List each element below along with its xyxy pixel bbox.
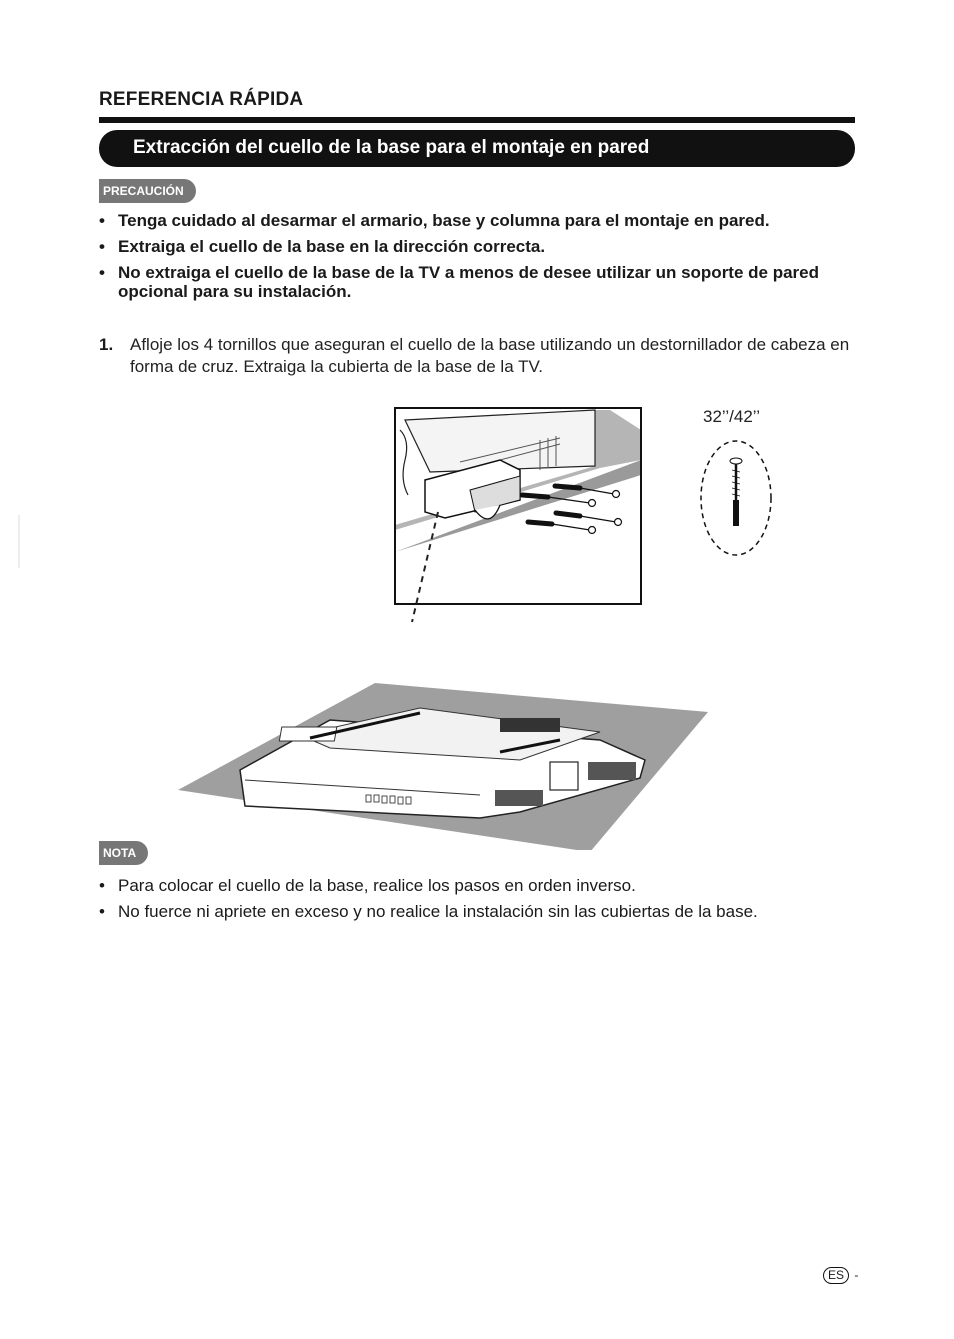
tv-face-down: [178, 683, 708, 850]
note-item: • No fuerce ni apriete en exceso y no realice la instalación sin las cubiertas de la base.: [99, 902, 859, 921]
caution-tag: PRECAUCIÓN: [99, 179, 196, 203]
step-1: [99, 334, 859, 378]
topic-banner: Extracción del cuello de la base para el montaje en pared: [99, 130, 855, 167]
caution-item: • Tenga cuidado al desarmar el armario, base y columna para el montaje en pared.: [99, 211, 859, 230]
caution-list: [99, 211, 859, 308]
caution-item: • Extraiga el cuello de la base en la dirección correcta.: [99, 237, 859, 256]
caution-item: • No extraiga el cuello de la base de la TV a menos de desee utilizar un soporte de pared opcional para su instalación.: [99, 263, 859, 301]
section-rule: [99, 117, 855, 123]
language-badge: ES: [823, 1267, 849, 1284]
note-item: • Para colocar el cuello de la base, realice los pasos en orden inverso.: [99, 876, 859, 895]
page-footer: [823, 1267, 858, 1284]
footer-dash: -: [854, 1268, 859, 1282]
note-list: [99, 876, 859, 928]
screw-callout: [701, 441, 771, 555]
step-text: Afloje los 4 tornillos que aseguran el cuello de la base utilizando un destornillador de cabeza en forma de cruz. Extraiga la cubierta de la base de la TV.: [130, 335, 850, 376]
note-tag: NOTA: [99, 841, 148, 865]
screw-size-label: 32’’/42’’: [703, 407, 761, 426]
section-title: REFERENCIA RÁPIDA: [99, 89, 304, 110]
inset-detail: [395, 408, 641, 604]
step-number: 1.: [99, 335, 114, 354]
base-removal-illustration: [0, 380, 954, 850]
